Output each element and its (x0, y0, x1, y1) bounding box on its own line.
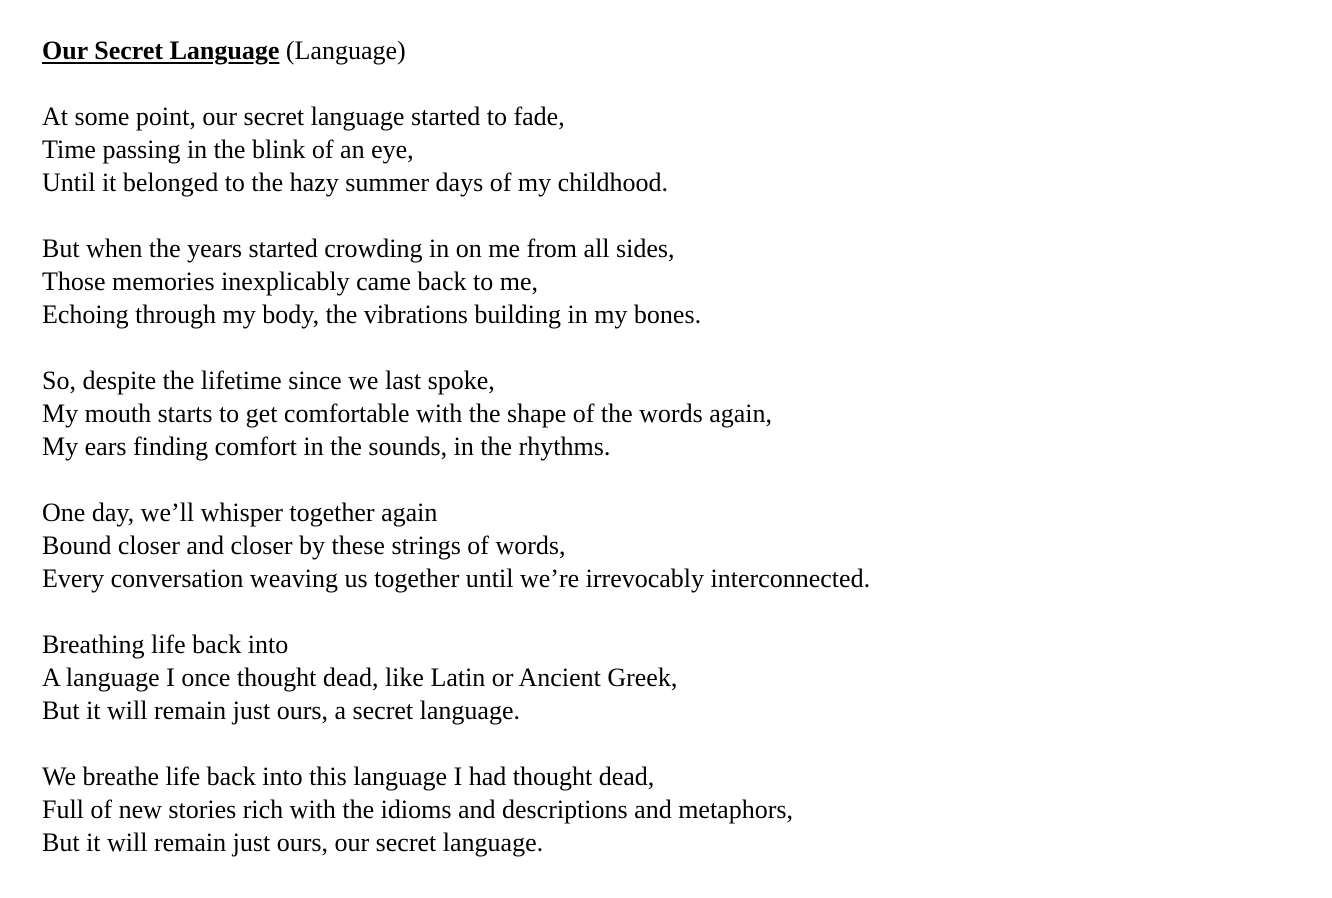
poem-line: Time passing in the blink of an eye, (42, 135, 414, 164)
poem-line: A language I once thought dead, like Latin or Ancient Greek, (42, 663, 678, 692)
poem-line: Until it belonged to the hazy summer days of my childhood. (42, 168, 669, 197)
poem-line: Breathing life back into (42, 630, 289, 659)
stanza-4 (42, 496, 1302, 595)
poem-line: But it will remain just ours, a secret language. (42, 696, 520, 725)
poem-line: Echoing through my body, the vibrations building in my bones. (42, 300, 702, 329)
poem-line: My mouth starts to get comfortable with the shape of the words again, (42, 399, 773, 428)
poem-line: One day, we’ll whisper together again (42, 498, 438, 527)
stanza-1 (42, 100, 1302, 199)
stanza-2 (42, 232, 1302, 331)
stanza-6 (42, 760, 1302, 859)
document-page (42, 34, 1302, 859)
poem-line: My ears finding comfort in the sounds, in the rhythms. (42, 432, 611, 461)
poem-line: Every conversation weaving us together until we’re irrevocably interconnected. (42, 564, 871, 593)
poem-subtitle: (Language) (285, 36, 406, 65)
poem-title: Our Secret Language (42, 36, 280, 65)
poem-line: Those memories inexplicably came back to me, (42, 267, 538, 296)
poem-line: At some point, our secret language started to fade, (42, 102, 565, 131)
poem-line: But when the years started crowding in on me from all sides, (42, 234, 675, 263)
poem-line: So, despite the lifetime since we last spoke, (42, 366, 495, 395)
poem-line: Bound closer and closer by these strings of words, (42, 531, 566, 560)
poem-title-line (42, 34, 1302, 67)
stanza-3 (42, 364, 1302, 463)
poem-line: But it will remain just ours, our secret language. (42, 828, 544, 857)
stanza-5 (42, 628, 1302, 727)
poem-line: We breathe life back into this language I had thought dead, (42, 762, 655, 791)
poem-line: Full of new stories rich with the idioms and descriptions and metaphors, (42, 795, 793, 824)
